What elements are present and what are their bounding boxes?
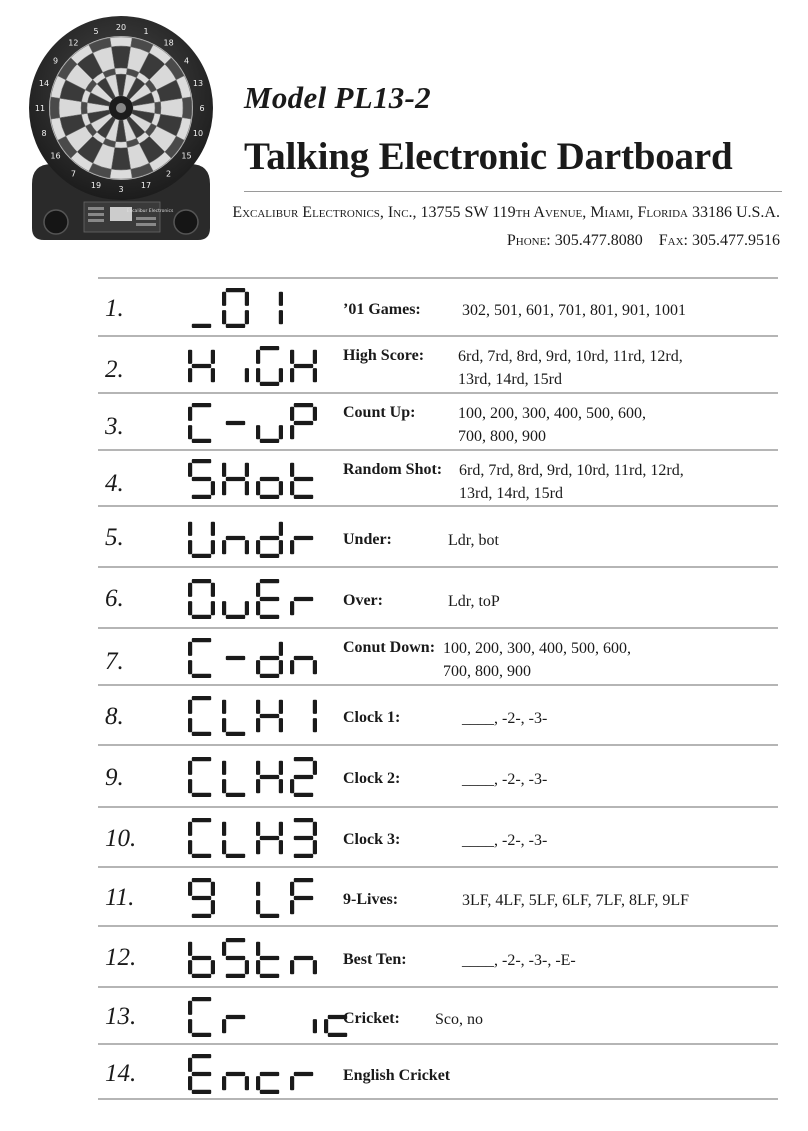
dartboard-number: 6 — [199, 104, 205, 113]
game-name: Cricket: — [343, 1009, 400, 1027]
dartboard-image — [22, 14, 220, 246]
lcd-display-code — [188, 938, 317, 978]
game-number: 5. — [105, 524, 124, 551]
game-options: 13rd, 14rd, 15rd — [458, 371, 562, 388]
dartboard-number: 11 — [34, 104, 46, 113]
game-options: 3LF, 4LF, 5LF, 6LF, 7LF, 8LF, 9LF — [462, 891, 690, 909]
game-options: Sco, no — [435, 1010, 483, 1028]
game-list — [98, 277, 778, 1100]
game-name: ’01 Games: — [343, 301, 421, 318]
game-row — [98, 505, 778, 566]
lcd-display-code — [188, 997, 351, 1037]
dartboard-brand: Excalibur Electronics — [126, 209, 174, 214]
game-name: Clock 1: — [343, 709, 401, 726]
dartboard-number: 14 — [38, 79, 50, 88]
game-name: 9-Lives: — [343, 890, 399, 908]
game-row — [98, 392, 778, 449]
dartboard-number: 5 — [93, 27, 99, 36]
game-options: 100, 200, 300, 400, 500, 600, — [443, 640, 631, 657]
game-name: Count Up: — [343, 404, 416, 421]
lcd-display-code — [188, 288, 283, 328]
game-options: 6rd, 7rd, 8rd, 9rd, 10rd, 11rd, 12rd, — [458, 348, 683, 365]
dartboard-number: 4 — [183, 56, 190, 66]
lcd-display-code — [188, 818, 317, 858]
game-name: Best Ten: — [343, 950, 407, 968]
phone-label: Phone: — [506, 232, 551, 249]
game-number: 2. — [105, 356, 124, 383]
game-options: ____, -2-, -3- — [462, 832, 548, 849]
game-row — [98, 277, 778, 335]
dartboard-number: 15 — [181, 151, 192, 161]
game-number: 11. — [105, 884, 135, 911]
dartboard-segment — [115, 142, 128, 148]
lcd-display-code — [188, 459, 317, 499]
phone-number: 305.477.8080 — [554, 232, 643, 249]
game-options: ____, -2-, -3- — [462, 710, 548, 727]
game-name: Random Shot: — [343, 461, 443, 478]
dartboard-number: 1 — [143, 27, 149, 36]
game-row — [98, 744, 778, 806]
company-address: Excalibur Electronics, Inc., 13755 SW 119th Avenue, Miami, Florida 33186 U.S.A. — [232, 204, 780, 221]
game-row — [98, 986, 778, 1043]
header-divider — [244, 191, 782, 192]
game-row — [98, 335, 778, 392]
dartboard-number: 18 — [163, 38, 174, 48]
game-number: 3. — [105, 413, 124, 440]
dartboard-number: 17 — [140, 181, 152, 190]
game-row — [98, 806, 778, 866]
game-number: 1. — [105, 294, 124, 322]
game-options: ____, -2-, -3- — [462, 771, 548, 788]
game-options: 13rd, 14rd, 15rd — [459, 485, 563, 502]
game-number: 8. — [105, 702, 124, 730]
dartboard-segment — [110, 169, 132, 179]
dartboard-number: 7 — [70, 169, 76, 179]
game-name: Over: — [343, 591, 383, 609]
dartboard-segment — [155, 102, 161, 115]
lcd-display-code — [188, 1054, 317, 1094]
game-row — [98, 449, 778, 505]
dartboard-segment — [115, 68, 128, 74]
game-options: 700, 800, 900 — [443, 663, 531, 680]
game-name: High Score: — [343, 347, 425, 364]
game-row — [98, 566, 778, 627]
game-number: 13. — [105, 1003, 137, 1030]
game-number: 4. — [105, 469, 124, 497]
lcd-display-code — [188, 638, 317, 678]
game-name: Conut Down: — [343, 639, 436, 656]
lcd-display-code — [188, 518, 317, 558]
dartboard-number: 10 — [192, 129, 204, 138]
game-options: 700, 800, 900 — [458, 428, 546, 445]
dartboard-number: 13 — [192, 79, 204, 88]
game-number: 12. — [105, 944, 137, 971]
game-row — [98, 627, 778, 684]
game-row — [98, 684, 778, 744]
dartboard-number: 3 — [118, 185, 124, 194]
dartboard-segment — [110, 37, 132, 47]
game-options: Ldr, bot — [448, 531, 499, 549]
fax-label: Fax: — [658, 232, 688, 249]
contact-info — [507, 232, 780, 250]
game-name: Under: — [343, 530, 392, 548]
game-options: 100, 200, 300, 400, 500, 600, — [458, 405, 646, 422]
dartboard-number: 9 — [52, 56, 59, 66]
game-number: 9. — [105, 763, 124, 791]
game-number: 7. — [105, 648, 124, 675]
dartboard-number: 16 — [50, 151, 61, 161]
dartboard-number: 19 — [90, 181, 102, 190]
dartboard-number: 8 — [41, 129, 47, 138]
lcd-display-code — [188, 757, 317, 797]
game-number: 14. — [105, 1060, 137, 1087]
company-name: Excalibur Electronics, Inc. — [232, 204, 413, 221]
game-name: Clock 3: — [343, 831, 401, 848]
lcd-display-code — [188, 696, 317, 736]
lcd-display-code — [188, 346, 317, 386]
game-options: 6rd, 7rd, 8rd, 9rd, 10rd, 11rd, 12rd, — [459, 462, 684, 479]
lcd-display-code — [188, 579, 317, 619]
game-name: English Cricket — [343, 1066, 451, 1084]
product-title: Talking Electronic Dartboard — [244, 135, 733, 178]
game-options: ____, -2-, -3-, -E- — [462, 951, 576, 969]
game-options: Ldr, toP — [448, 592, 500, 610]
dartboard-segment — [182, 97, 192, 119]
game-options: 302, 501, 601, 701, 801, 901, 1001 — [462, 302, 686, 319]
fax-number: 305.477.9516 — [692, 232, 780, 249]
model-title: Model PL13-2 — [244, 80, 431, 115]
game-number: 6. — [105, 585, 124, 612]
lcd-display-code — [188, 878, 317, 918]
game-name: Clock 2: — [343, 770, 401, 787]
street-address: 13755 SW 119th Avenue, Miami, Florida 33186 U.S.A. — [420, 204, 780, 221]
dartboard-number: 2 — [166, 169, 172, 179]
dartboard-segment — [50, 97, 60, 119]
game-row — [98, 925, 778, 986]
dartboard-number: 20 — [115, 23, 127, 32]
dartboard-number: 12 — [68, 38, 79, 48]
game-row — [98, 866, 778, 925]
game-row — [98, 1043, 778, 1100]
game-number: 10. — [105, 824, 137, 852]
lcd-display-code — [188, 403, 317, 443]
dartboard-segment — [81, 102, 87, 115]
